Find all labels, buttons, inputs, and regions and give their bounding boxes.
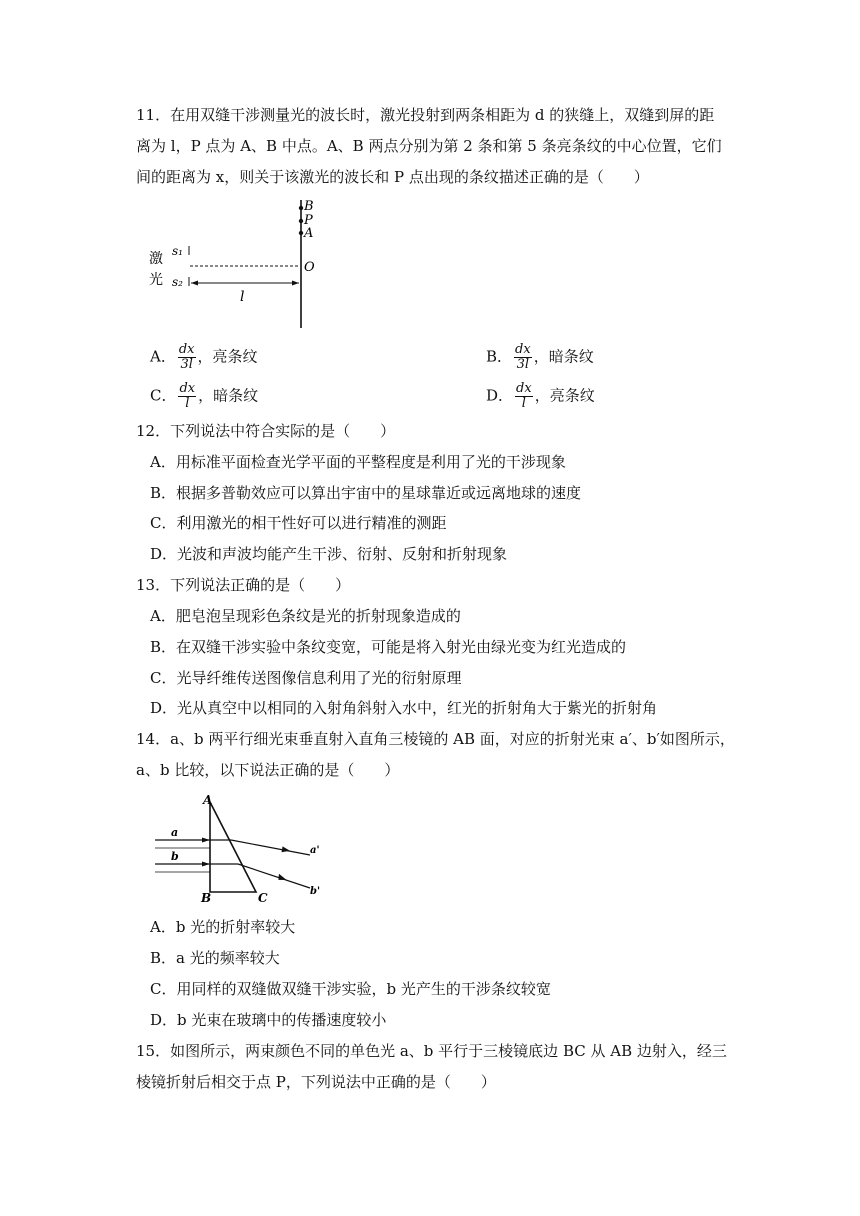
label-s1: s₁ — [172, 244, 183, 258]
q12-stem: 12．下列说法中符合实际的是（ ） — [136, 422, 396, 440]
label-s2: s₂ — [172, 275, 183, 289]
q11-option-d: D． $\frac{dx}{l}$ ，亮条纹 — [486, 381, 595, 411]
q12-option-a: A．用标准平面检查光学平面的平整程度是利用了光的干涉现象 — [150, 453, 566, 471]
q15-stem-line-2: 棱镜折射后相交于点 P，下列说法中正确的是（ ） — [136, 1073, 496, 1091]
label-laser-top: 激 — [149, 251, 163, 267]
q15-stem-line-1: 15．如图所示，两束颜色不同的单色光 a、b 平行于三棱镜底边 BC 从 AB 边射入，经三 — [136, 1042, 727, 1060]
q11-stem-line-2: 离为 l，P 点为 A、B 中点。A、B 两点分别为第 2 条和第 5 条亮条纹的中心位置，它们 — [136, 137, 722, 155]
q11-stem-line-1: 11．在用双缝干涉测量光的波长时，激光投射到两条相距为 d 的狭缝上，双缝到屏的距 — [136, 106, 715, 124]
label-b: b — [171, 850, 179, 863]
label-laser-bottom: 光 — [149, 272, 163, 288]
label-a: a — [171, 826, 179, 839]
label-A: A — [304, 226, 314, 241]
q13-option-a: A．肥皂泡呈现彩色条纹是光的折射现象造成的 — [150, 607, 461, 625]
label-O: O — [304, 260, 315, 275]
label-A: A — [203, 793, 213, 807]
q12-option-d: D．光波和声波均能产生干涉、衍射、反射和折射现象 — [150, 545, 508, 563]
label-P: P — [304, 213, 313, 228]
q14-stem-line-1: 14．a、b 两平行细光束垂直射入直角三棱镜的 AB 面，对应的折射光束 a′、b′如图所示， — [136, 730, 735, 748]
prism-figure — [150, 792, 335, 907]
q14-option-a: A．b 光的折射率较大 — [150, 918, 296, 936]
q13-option-d: D．光从真空中以相同的入射角斜射入水中，红光的折射角大于紫光的折射角 — [150, 699, 658, 717]
q13-option-c: C．光导纤维传送图像信息利用了光的衍射原理 — [150, 669, 462, 687]
q11-option-a: A． $\frac{dx}{3l}$ ，亮条纹 — [150, 342, 258, 372]
label-B: B — [304, 199, 314, 214]
q11-option-c: C． $\frac{dx}{l}$ ，暗条纹 — [150, 381, 259, 411]
q14-stem-line-2: a、b 比较，以下说法正确的是（ ） — [136, 761, 400, 779]
q14-option-d: D．b 光束在玻璃中的传播速度较小 — [150, 1011, 387, 1029]
q13-option-b: B．在双缝干涉实验中条纹变宽，可能是将入射光由绿光变为红光造成的 — [150, 638, 627, 656]
q11-stem-line-3: 间的距离为 x，则关于该激光的波长和 P 点出现的条纹描述正确的是（ ） — [136, 168, 649, 186]
q14-option-c: C．用同样的双缝做双缝干涉实验，b 光产生的干涉条纹较宽 — [150, 980, 551, 998]
label-B: B — [201, 891, 212, 905]
q14-option-b: B．a 光的频率较大 — [150, 949, 280, 967]
q12-option-c: C．利用激光的相干性好可以进行精准的测距 — [150, 514, 447, 532]
label-C: C — [258, 891, 268, 905]
double-slit-figure — [140, 195, 330, 330]
label-a-out: a' — [310, 845, 320, 856]
label-l: l — [240, 289, 245, 305]
q12-option-b: B．根据多普勒效应可以算出宇宙中的星球靠近或远离地球的速度 — [150, 484, 582, 502]
q13-stem: 13．下列说法正确的是（ ） — [136, 576, 351, 594]
q11-option-b: B． $\frac{dx}{3l}$ ，暗条纹 — [486, 342, 594, 372]
label-b-out: b' — [310, 886, 321, 897]
